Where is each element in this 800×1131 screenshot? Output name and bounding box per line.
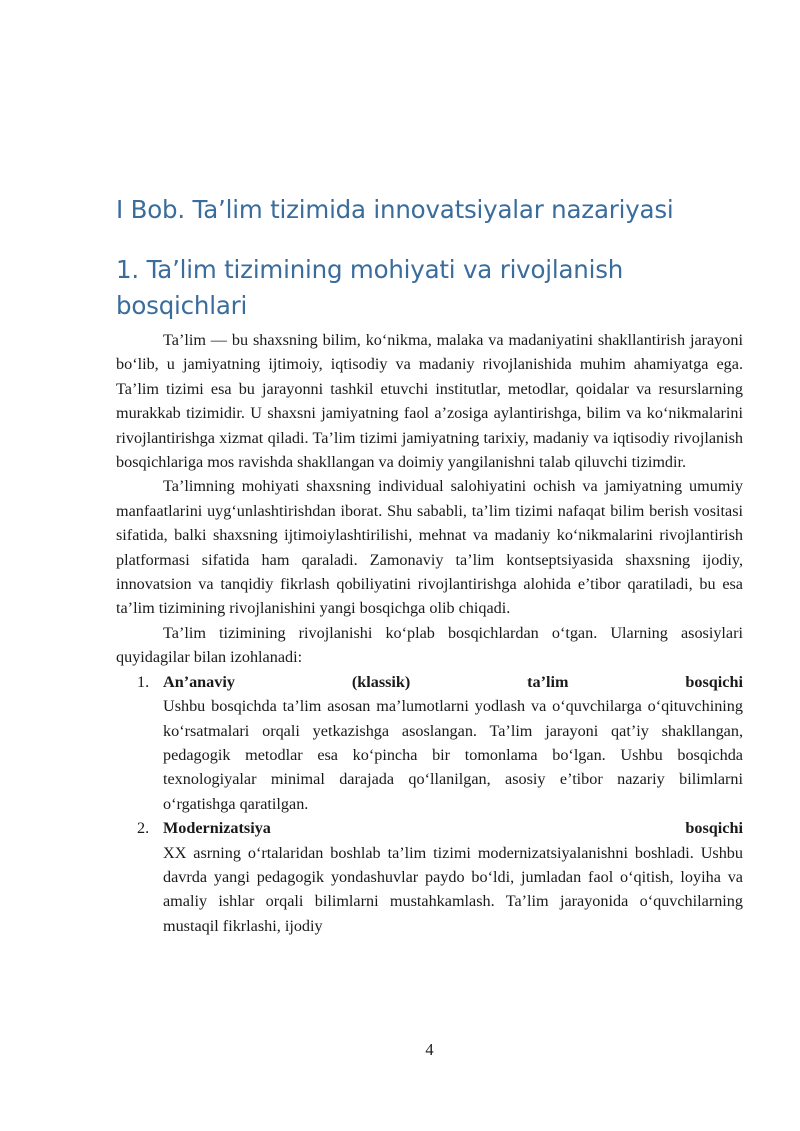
list-item-text: Ushbu bosqichda ta’lim asosan ma’lumotlarni yodlash va o‘quvchilarga o‘qituvchining ko‘rsatmalari orqali yetkazishga asoslangan. Ta’lim jarayoni qat’iy shakllangan, pedagogik metodlar esa ko‘pincha bir tomonlama bo‘lgan. Ushbu bosqichda texnologiyalar minimal darajada qo‘llanilgan, asosiy e’tibor nazariy bilimlarni o‘rgatishga qaratilgan. [163,697,743,813]
list-item-heading [163,816,743,840]
heading-word: An’anaviy [163,672,235,691]
list-item-number: 1. [137,672,150,691]
heading-word: bosqichi [685,819,743,838]
list-item [137,816,743,938]
heading-word: (klassik) [351,672,411,691]
section-title: 1. Ta’lim tizimining mohiyati va rivojlanish bosqichlari [116,255,624,320]
list-item-number: 2. [137,819,150,838]
page-number: 4 [425,1040,434,1059]
heading-word: ta’lim [527,672,569,691]
paragraph: Ta’lim — bu shaxsning bilim, ko‘nikma, malaka va madaniyatini shakllantirish jarayoni bo‘lib, u jamiyatning ijtimoiy, iqtisodiy va madaniy rivojlanishida muhim ahamiyatga ega. Ta’lim tizimi esa bu jarayonni tashkil etuvchi institutlar, metodlar, qoidalar va resurslarning murakkab tizimidir. U shaxsni jamiyatning faol a’zosiga aylantirishga, bilim va ko‘nikmalarini rivojlantirishga xizmat qiladi. Ta’lim tizimi jamiyatning tarixiy, madaniy va iqtisodiy rivojlanish bosqichlariga mos ravishda shakllangan va doimiy yangilanishni talab qiluvchi tizimdir. [116,331,743,472]
list-item-heading [163,670,743,694]
heading-word: bosqichi [685,672,743,691]
body-text [116,328,743,938]
chapter-title: I Bob. Ta’lim tizimida innovatsiyalar nazariyasi [116,195,674,224]
heading-word: Modernizatsiya [163,819,271,838]
paragraph: Ta’lim tizimining rivojlanishi ko‘plab bosqichlardan o‘tgan. Ularning asosiylari quyidagilar bilan izohlanadi: [116,623,743,667]
list-item [137,670,743,816]
list-item-text: XX asrning o‘rtalaridan boshlab ta’lim tizimi modernizatsiyalanishni boshladi. Ushbu davrda yangi pedagogik yondashuvlar paydo bo‘ldi, jumladan faol o‘qitish, loyiha va amaliy ishlar orqali bilimlarni mustahkamlash. Ta’lim jarayonida o‘quvchilarning mustaqil fikrlashi, ijodiy [163,843,743,935]
paragraph: Ta’limning mohiyati shaxsning individual salohiyatini ochish va jamiyatning umumiy manfaatlarini uyg‘unlashtirishdan iborat. Shu sababli, ta’lim tizimi nafaqat bilim berish vositasi sifatida, balki shaxsning ijtimoiylashtirilishi, mehnat va madaniy ko‘nikmalarini rivojlantirish platformasi sifatida ham qaraladi. Zamonaviy ta’lim kontseptsiyasida shaxsning ijodiy, innovatsion va tanqidiy fikrlash qobiliyatini rivojlantirishga alohida e’tibor qaratiladi, bu esa ta’lim tizimining rivojlanishini yangi bosqichga olib chiqadi. [116,477,743,618]
stages-list [116,670,743,938]
